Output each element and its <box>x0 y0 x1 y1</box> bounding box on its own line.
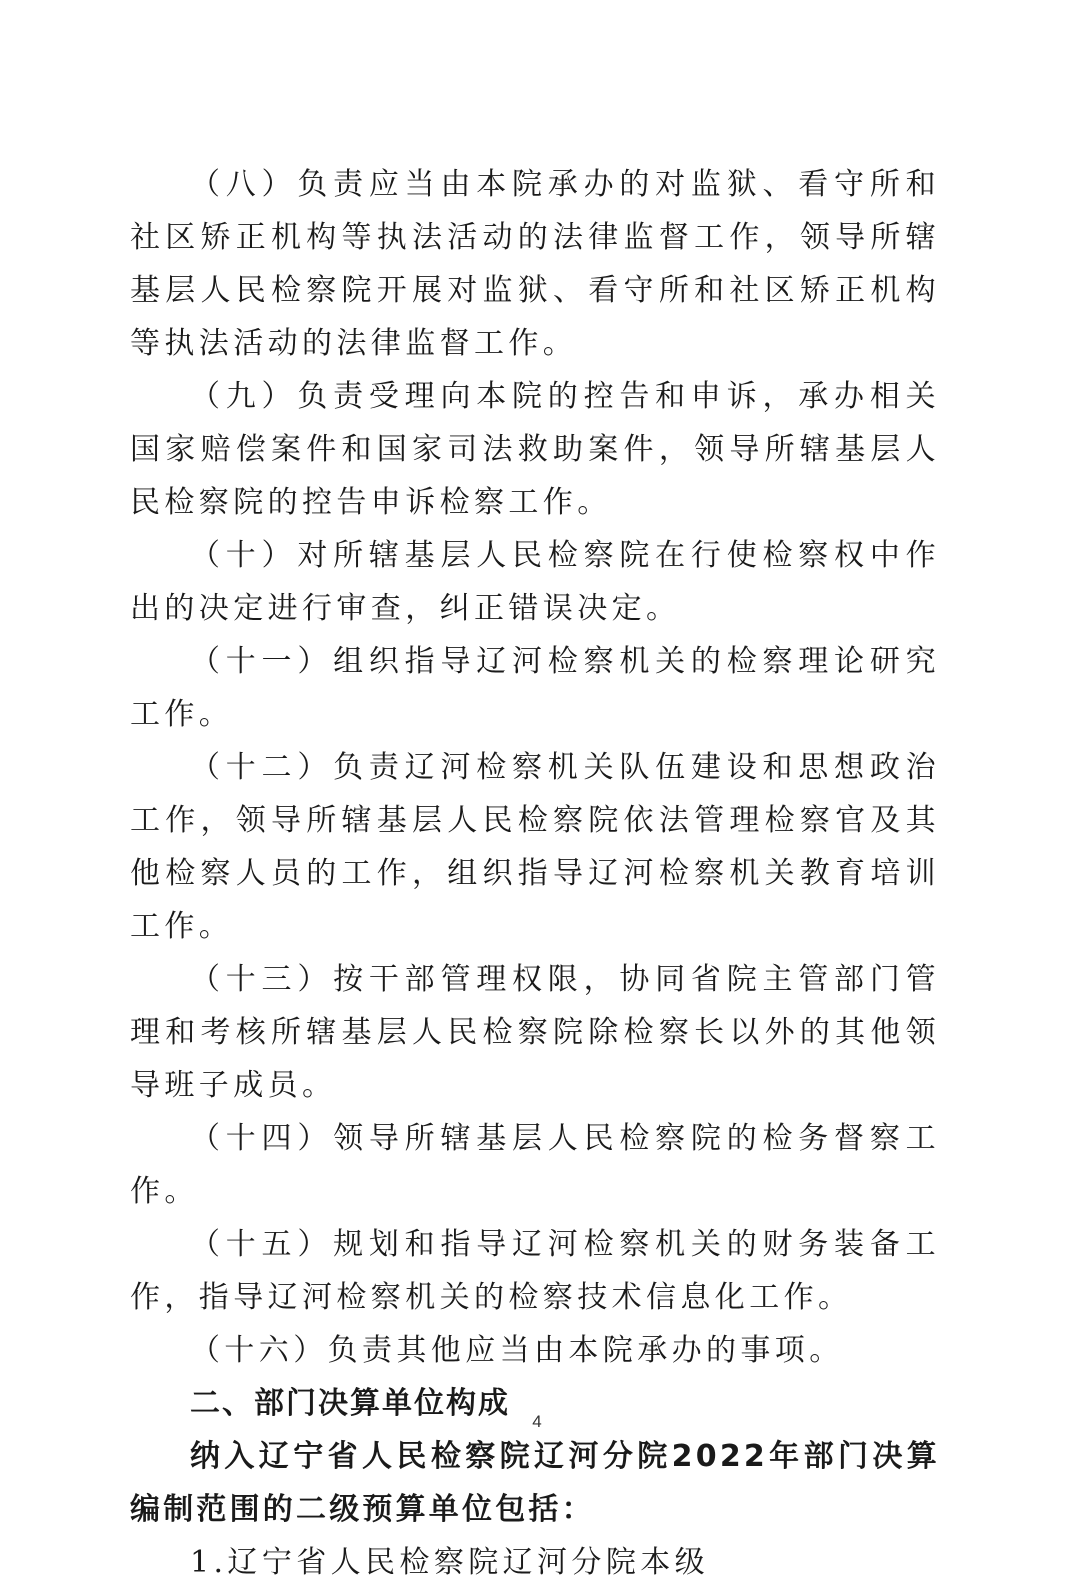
document-body <box>130 158 940 1589</box>
list-item: 1.辽宁省人民检察院辽河分院本级 <box>190 1545 710 1580</box>
paragraph-item-14: （十四）领导所辖基层人民检察院的检务督察工作。 <box>130 1121 940 1209</box>
section-intro: 纳入辽宁省人民检察院辽河分院2022年部门决算编制范围的二级预算单位包括： <box>130 1439 940 1527</box>
paragraph-item-8: （八）负责应当由本院承办的对监狱、看守所和社区矫正机构等执法活动的法律监督工作，领导所辖基层人民检察院开展对监狱、看守所和社区矫正机构等执法活动的法律监督工作。 <box>130 167 940 361</box>
paragraph-item-11: （十一）组织指导辽河检察机关的检察理论研究工作。 <box>130 644 940 732</box>
paragraph-item-9: （九）负责受理向本院的控告和申诉，承办相关国家赔偿案件和国家司法救助案件，领导所辖基层人民检察院的控告申诉检察工作。 <box>130 379 940 520</box>
paragraph-item-12: （十二）负责辽河检察机关队伍建设和思想政治工作，领导所辖基层人民检察院依法管理检察官及其他检察人员的工作，组织指导辽河检察机关教育培训工作。 <box>130 750 940 944</box>
paragraph-item-15: （十五）规划和指导辽河检察机关的财务装备工作，指导辽河检察机关的检察技术信息化工作。 <box>130 1227 940 1315</box>
section-heading: 二、部门决算单位构成 <box>190 1386 510 1421</box>
page-number: 4 <box>532 1412 542 1431</box>
paragraph-item-13: （十三）按干部管理权限，协同省院主管部门管理和考核所辖基层人民检察院除检察长以外的其他领导班子成员。 <box>130 962 940 1103</box>
paragraph-item-10: （十）对所辖基层人民检察院在行使检察权中作出的决定进行审查，纠正错误决定。 <box>130 538 940 626</box>
paragraph-item-16: （十六）负责其他应当由本院承办的事项。 <box>190 1333 844 1368</box>
